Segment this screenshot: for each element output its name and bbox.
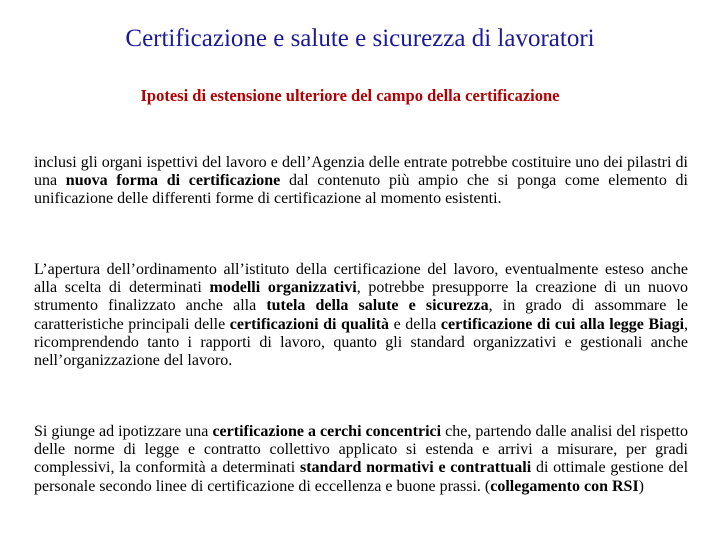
paragraph-run: inclusi gli organi ispettivi del lavoro e dell’Agenzia delle entrate potrebbe costituire uno dei pilastri di una bbox=[34, 154, 688, 190]
paragraph-run: L’apertura dell’ordinamento all’istituto della certificazione del lavoro, eventualmente esteso anche alla scelta di determinati bbox=[34, 261, 688, 297]
slide-subtitle: Ipotesi di estensione ulteriore del campo della certificazione bbox=[140, 86, 560, 105]
paragraph-run-bold: standard normativi e contrattuali bbox=[300, 459, 532, 477]
paragraph-run: , in grado di assommare le caratteristiche principali delle bbox=[34, 297, 689, 333]
paragraph-run-bold: certificazione di cui alla legge Biagi bbox=[440, 315, 685, 333]
paragraph-run-bold: tutela della salute e sicurezza bbox=[266, 297, 489, 315]
paragraph-2 bbox=[34, 261, 688, 370]
paragraph-run: Si giunge ad ipotizzare una bbox=[34, 423, 213, 440]
paragraph-run: di ottimale gestione del personale secondo linee di certificazione di eccellenza e buone prassi. ( bbox=[34, 459, 689, 495]
paragraph-run-bold: nuova forma di certificazione bbox=[65, 172, 281, 190]
paragraph-run-bold: modelli organizzativi bbox=[209, 279, 357, 297]
slide-title: Certificazione e salute e sicurezza di lavoratori bbox=[125, 25, 595, 52]
paragraph-run: dal contenuto più ampio che si ponga come elemento di unificazione delle differenti forme di certificazione al momento esistenti. bbox=[34, 172, 688, 208]
paragraph-run: , potrebbe presupporre la creazione di un nuovo strumento finalizzato anche alla bbox=[34, 279, 688, 315]
paragraph-run: e della bbox=[389, 315, 441, 333]
paragraph-run: che, partendo dalle analisi del rispetto delle norme di legge e contratto collettivo applicato si estenda e arrivi a misurare, per gradi complessivi, la conformità a determinati bbox=[34, 423, 688, 477]
paragraph-run: ) bbox=[638, 477, 644, 495]
paragraph-3 bbox=[34, 423, 688, 496]
paragraph-1 bbox=[34, 154, 688, 209]
paragraph-run: , ricomprendendo tanto i rapporti di lavoro, quanto gli standard organizzativi e gestionali anche nell’organizzazione del lavoro. bbox=[34, 315, 689, 370]
paragraph-run-bold: collegamento con RSI bbox=[490, 477, 639, 495]
paragraph-run-bold: certificazioni di qualità bbox=[229, 315, 390, 333]
paragraph-run-bold: certificazione a cerchi concentrici bbox=[212, 423, 442, 440]
